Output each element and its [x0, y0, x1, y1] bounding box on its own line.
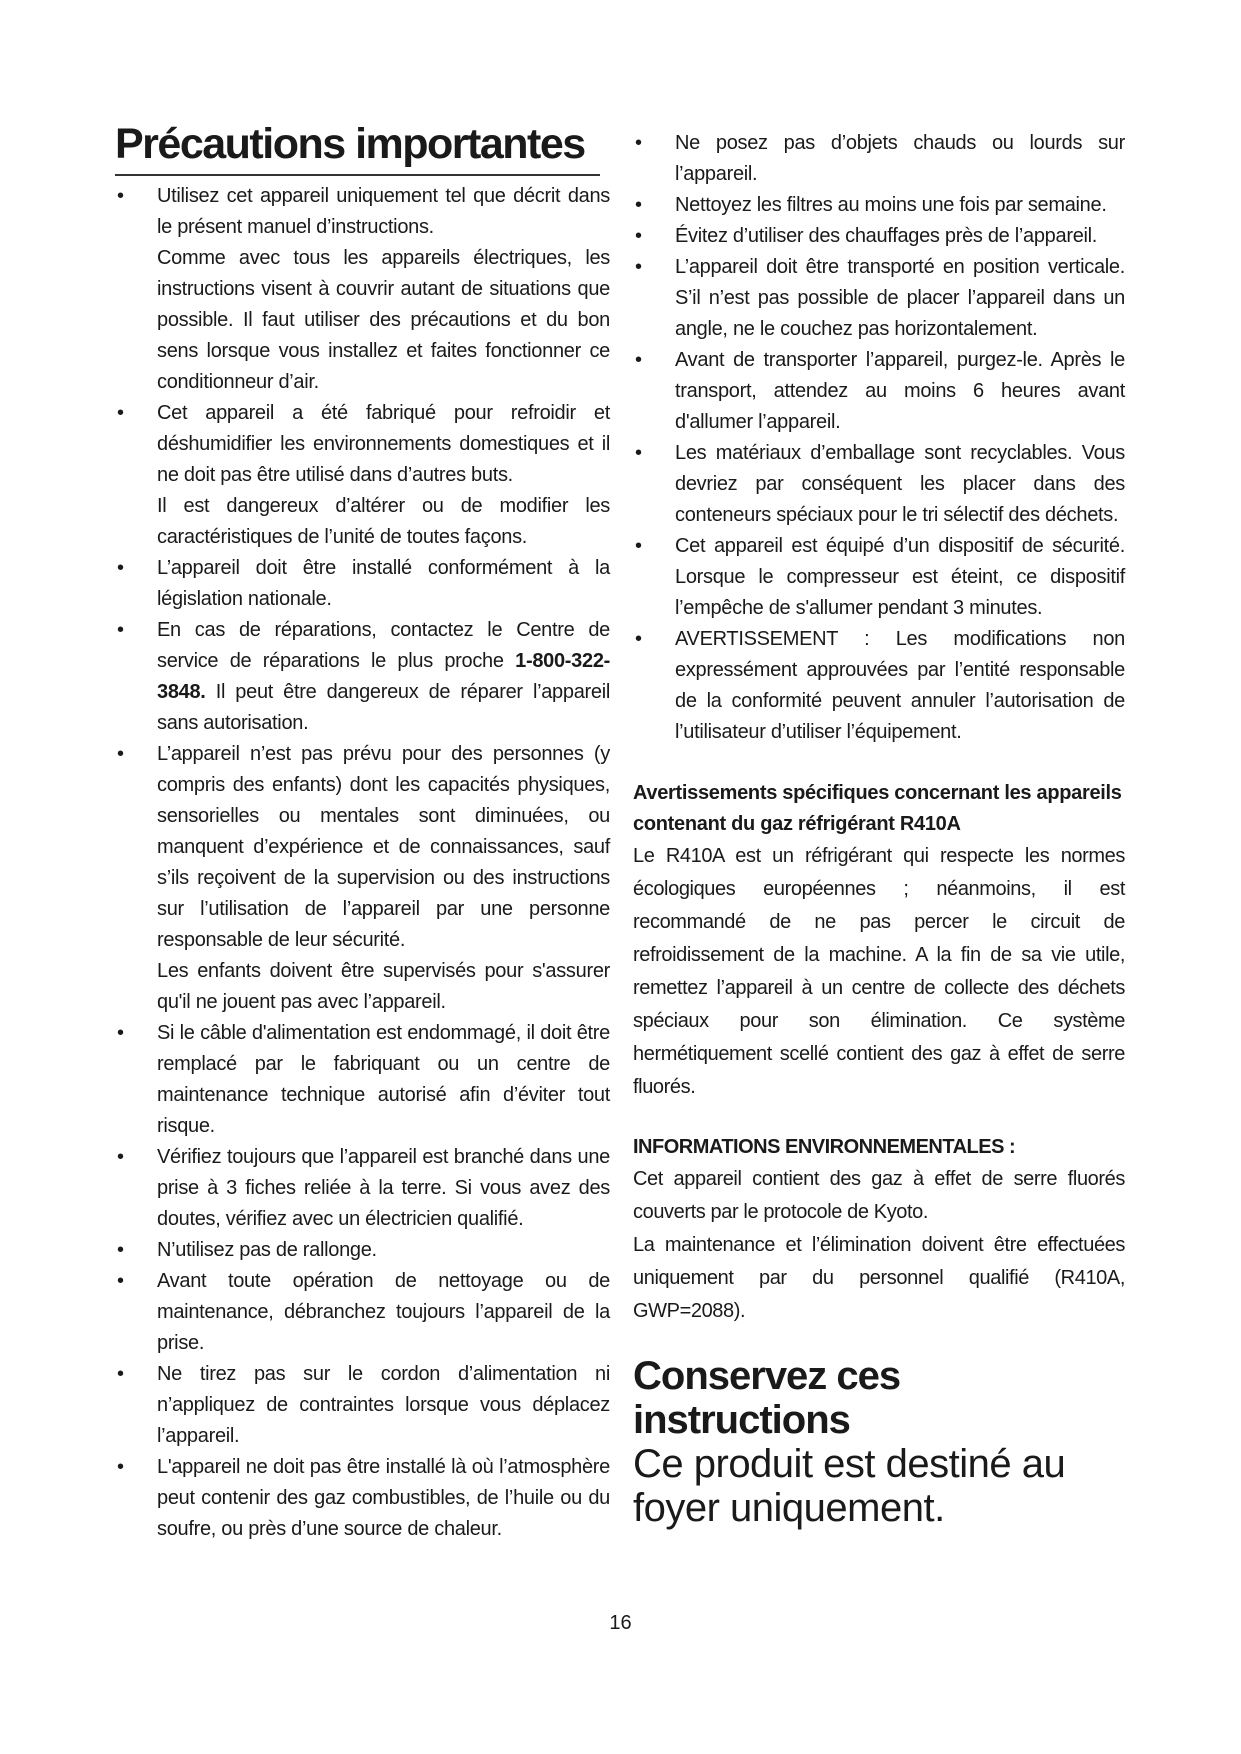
list-item: • AVERTISSEMENT : Les modifications non expressément approuvées par l’entité responsable de la conformité peuvent annuler l’autorisation de l’utilisateur d’utiliser l’équipement.: [635, 628, 1125, 743]
environment-heading: INFORMATIONS ENVIRONNEMENTALES :: [633, 1136, 1016, 1158]
list-item: Comme avec tous les appareils électriques, les instructions visent à couvrir autant de situations que possible. Il faut utiliser des précautions et du bon sens lorsque vous installez et faites fonctionner ce conditionneur d’air.: [157, 247, 610, 393]
page-number: 16: [609, 1612, 632, 1634]
service-phone-number: 1-800-322-3848.: [157, 650, 610, 703]
list-item: • L'appareil ne doit pas être installé là où l’atmosphère peut contenir des gaz combustibles, de l’huile ou du soufre, ou près d’une source de chaleur.: [117, 1456, 610, 1540]
list-item: • Évitez d’utiliser des chauffages près de l’appareil.: [635, 225, 1098, 247]
domestic-use-notice: Ce produit est destiné au foyer uniquement.: [633, 1442, 1066, 1530]
list-item: • Ne tirez pas sur le cordon d’alimentation ni n’appliquez de contraintes lorsque vous déplacez l’appareil.: [117, 1363, 610, 1447]
list-item: Il est dangereux d’altérer ou de modifier les caractéristiques de l’unité de toutes façons.: [157, 495, 610, 548]
left-column: [115, 118, 610, 1545]
list-item: • Si le câble d'alimentation est endommagé, il doit être remplacé par le fabriquant ou un centre de maintenance technique autorisé afin d’éviter tout risque.: [117, 1022, 610, 1137]
keep-instructions-title: Conservez ces instructions: [633, 1354, 901, 1442]
list-item: • L’appareil doit être transporté en position verticale. S’il n’est pas possible de placer l’appareil dans un angle, ne le couchez pas horizontalement.: [635, 256, 1125, 340]
refrigerant-heading: Avertissements spécifiques concernant les appareils contenant du gaz réfrigérant R410A: [633, 782, 1122, 835]
right-column: [633, 128, 1125, 1530]
list-item: • Cet appareil est équipé d’un dispositif de sécurité. Lorsque le compresseur est éteint, ce dispositif l’empêche de s'allumer pendant 3 minutes.: [635, 535, 1125, 619]
list-item: • L’appareil n’est pas prévu pour des personnes (y compris des enfants) dont les capacités physiques, sensorielles ou mentales sont diminuées, ou manquent d’expérience et de connaissances, sauf s’ils reçoivent de la supervision ou des instructions sur l’utilisation de l’appareil par une personne responsable de leur sécurité.: [117, 743, 610, 951]
environment-text-2: La maintenance et l’élimination doivent être effectuées uniquement par du personnel qualifié (R410A, GWP=2088).: [633, 1234, 1125, 1322]
list-item: • Utilisez cet appareil uniquement tel que décrit dans le présent manuel d’instructions.: [117, 185, 610, 238]
page-title: Précautions importantes: [115, 118, 600, 176]
list-item: • Nettoyez les filtres au moins une fois par semaine.: [635, 194, 1107, 216]
refrigerant-text: Le R410A est un réfrigérant qui respecte les normes écologiques européennes ; néanmoins, il est recommandé de ne pas percer le circuit de refroidissement de la machine. A la fin de sa vie utile, remettez l’appareil à un centre de collecte des déchets spéciaux pour son élimination. Ce système hermétiquement scellé contient des gaz à effet de serre fluorés.: [633, 845, 1125, 1098]
list-item: • Ne posez pas d’objets chauds ou lourds sur l’appareil.: [635, 132, 1125, 185]
list-item: • Les matériaux d’emballage sont recyclables. Vous devriez par conséquent les placer dans des conteneurs spéciaux pour le tri sélectif des déchets.: [635, 442, 1125, 526]
list-item: • Cet appareil a été fabriqué pour refroidir et déshumidifier les environnements domestiques et il ne doit pas être utilisé dans d’autres buts.: [117, 402, 610, 486]
list-item: • Avant toute opération de nettoyage ou de maintenance, débranchez toujours l’appareil de la prise.: [117, 1270, 610, 1354]
repair-item: • En cas de réparations, contactez le Centre de service de réparations le plus proche 1-800-322-3848. Il peut être dangereux de réparer l’appareil sans autorisation.: [117, 619, 610, 734]
list-item: • N’utilisez pas de rallonge.: [117, 1239, 377, 1261]
list-item: • L’appareil doit être installé conformément à la législation nationale.: [117, 557, 610, 610]
list-item: Les enfants doivent être supervisés pour s'assurer qu'il ne jouent pas avec l’appareil.: [157, 960, 610, 1013]
list-item: • Avant de transporter l’appareil, purgez-le. Après le transport, attendez au moins 6 heures avant d'allumer l’appareil.: [635, 349, 1125, 433]
list-item: • Vérifiez toujours que l’appareil est branché dans une prise à 3 fiches reliée à la terre. Si vous avez des doutes, vérifiez avec un électricien qualifié.: [117, 1146, 610, 1230]
environment-text-1: Cet appareil contient des gaz à effet de serre fluorés couverts par le protocole de Kyoto.: [633, 1168, 1125, 1223]
